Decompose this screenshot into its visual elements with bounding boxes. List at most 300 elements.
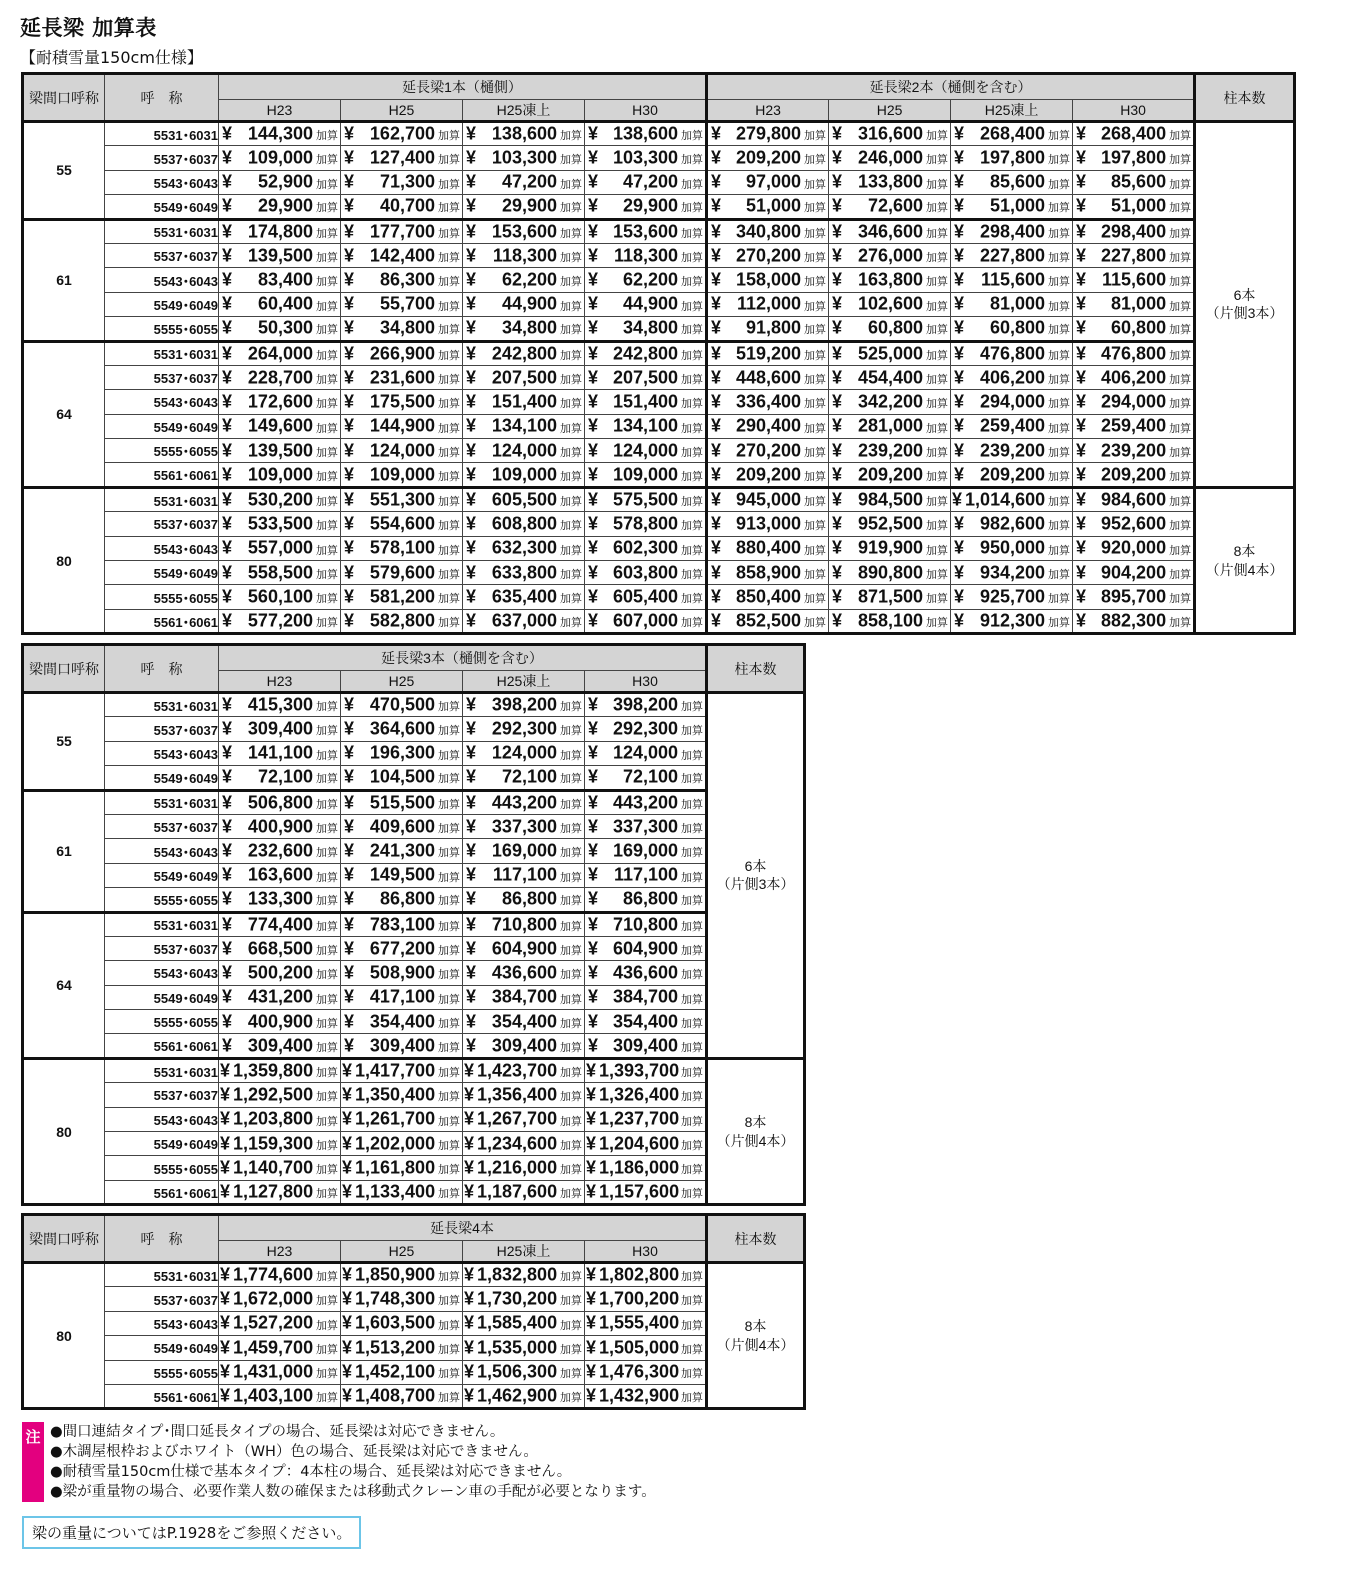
- add-label: 加算: [1048, 568, 1071, 581]
- add-label: 加算: [560, 130, 582, 143]
- price-amount: 109,000: [247, 147, 313, 168]
- code-cell: 5537･6037: [105, 1287, 219, 1311]
- add-label: 加算: [1048, 300, 1071, 313]
- price-amount: 1,417,700: [355, 1060, 436, 1081]
- add-label: 加算: [1169, 446, 1192, 459]
- add-label: 加算: [560, 593, 582, 606]
- add-label: 加算: [560, 276, 582, 289]
- posts-main: 6本: [744, 858, 767, 875]
- add-label: 加算: [560, 871, 582, 884]
- price-cell: [951, 463, 1073, 487]
- yen-sign: ¥: [222, 415, 233, 436]
- price-cell: [219, 839, 341, 863]
- price-cell: [829, 317, 951, 341]
- price-amount: 266,900: [369, 343, 435, 364]
- price-cell: [1073, 243, 1195, 267]
- add-label: 加算: [804, 324, 827, 337]
- add-label: 加算: [681, 1091, 704, 1104]
- add-label: 加算: [560, 920, 582, 933]
- add-label: 加算: [316, 969, 338, 982]
- note-line: ●木調屋根枠およびホワイト（WH）色の場合、延長梁は対応できません。: [50, 1444, 538, 1460]
- add-label: 加算: [681, 202, 704, 215]
- table-row: [23, 317, 1295, 341]
- price-cell: [707, 487, 829, 511]
- yen-sign: ¥: [1076, 147, 1087, 168]
- price-amount: 81,000: [989, 293, 1046, 314]
- yen-sign: ¥: [588, 840, 599, 861]
- add-label: 加算: [316, 470, 338, 483]
- price-cell: [951, 561, 1073, 585]
- price-cell: [829, 439, 951, 463]
- price-cell: [1073, 512, 1195, 536]
- table-row: [23, 1384, 805, 1408]
- price-amount: 149,600: [247, 415, 313, 436]
- price-cell: [585, 888, 707, 912]
- price-amount: 142,400: [369, 245, 435, 266]
- add-label: 加算: [1169, 422, 1192, 435]
- yen-sign: ¥: [344, 914, 355, 935]
- add-label: 加算: [316, 324, 338, 337]
- price-cell: [585, 243, 707, 267]
- yen-sign: ¥: [954, 367, 965, 388]
- add-label: 加算: [804, 593, 827, 606]
- add-label: 加算: [926, 446, 949, 459]
- price-cell: [341, 146, 463, 170]
- col-header-posts: 柱本数: [707, 645, 805, 693]
- price-cell: [463, 146, 585, 170]
- add-label: 加算: [681, 1164, 704, 1177]
- add-label: 加算: [681, 701, 704, 714]
- price-cell: [341, 1058, 463, 1082]
- add-label: 加算: [681, 920, 704, 933]
- price-amount: 1,432,900: [599, 1385, 680, 1406]
- subheader: H30: [585, 1241, 707, 1263]
- price-cell: [219, 1384, 341, 1408]
- price-amount: 1,202,000: [355, 1133, 436, 1154]
- add-label: 加算: [438, 446, 460, 459]
- table-row: [23, 439, 1295, 463]
- yen-sign: ¥: [1076, 464, 1087, 485]
- price-cell: [341, 243, 463, 267]
- price-amount: 1,452,100: [355, 1361, 436, 1382]
- table-row: [23, 414, 1295, 438]
- price-cell: [585, 863, 707, 887]
- add-label: 加算: [1048, 251, 1071, 264]
- price-amount: 871,500: [857, 586, 924, 607]
- price-amount: 138,600: [612, 123, 679, 144]
- add-label: 加算: [926, 154, 949, 167]
- yen-sign: ¥: [466, 1011, 477, 1032]
- add-label: 加算: [438, 617, 460, 630]
- price-cell: [219, 414, 341, 438]
- yen-sign: ¥: [222, 343, 233, 364]
- price-amount: 127,400: [369, 147, 435, 168]
- add-label: 加算: [438, 1295, 460, 1308]
- price-cell: [463, 936, 585, 960]
- table-row: [23, 1263, 805, 1287]
- price-cell: [951, 341, 1073, 365]
- price-amount: 919,900: [857, 537, 924, 558]
- price-cell: [585, 1010, 707, 1034]
- price-amount: 604,900: [612, 938, 679, 959]
- add-label: 加算: [560, 1139, 582, 1152]
- price-cell: [707, 170, 829, 194]
- price-amount: 109,000: [491, 464, 557, 485]
- price-amount: 141,100: [247, 742, 313, 763]
- price-amount: 51,000: [745, 195, 802, 216]
- price-amount: 169,000: [491, 840, 557, 861]
- add-label: 加算: [438, 773, 460, 786]
- price-amount: 83,400: [257, 269, 313, 290]
- add-label: 加算: [560, 227, 582, 240]
- price-cell: [341, 317, 463, 341]
- price-amount: 710,800: [612, 914, 679, 935]
- price-amount: 1,505,000: [599, 1337, 680, 1358]
- yen-sign: ¥: [588, 195, 599, 216]
- yen-sign: ¥: [586, 1108, 597, 1129]
- price-amount: 1,748,300: [355, 1288, 436, 1309]
- yen-sign: ¥: [832, 317, 843, 338]
- price-amount: 1,234,600: [477, 1133, 558, 1154]
- add-label: 加算: [681, 422, 704, 435]
- yen-sign: ¥: [586, 1385, 597, 1406]
- price-amount: 607,000: [612, 610, 679, 631]
- price-amount: 86,800: [501, 888, 557, 909]
- yen-sign: ¥: [342, 1361, 353, 1382]
- yen-sign: ¥: [588, 586, 599, 607]
- table-row: [23, 536, 1295, 560]
- table-row: [23, 717, 805, 741]
- yen-sign: ¥: [832, 513, 843, 534]
- price-amount: 336,400: [735, 391, 802, 412]
- yen-sign: ¥: [954, 195, 965, 216]
- price-cell: [341, 487, 463, 511]
- yen-sign: ¥: [222, 718, 233, 739]
- price-cell: [219, 268, 341, 292]
- yen-sign: ¥: [222, 938, 233, 959]
- yen-sign: ¥: [832, 537, 843, 558]
- add-label: 加算: [681, 520, 704, 533]
- code-cell: 5549･6049: [105, 985, 219, 1009]
- yen-sign: ¥: [466, 742, 477, 763]
- add-label: 加算: [804, 349, 827, 362]
- add-label: 加算: [804, 496, 827, 509]
- price-table-2: [21, 643, 806, 1206]
- price-amount: 231,600: [369, 367, 435, 388]
- add-label: 加算: [438, 373, 460, 386]
- price-amount: 415,300: [247, 694, 313, 715]
- add-label: 加算: [316, 1041, 338, 1054]
- price-cell: [463, 390, 585, 414]
- add-label: 加算: [681, 1368, 704, 1381]
- price-amount: 124,000: [369, 440, 435, 461]
- yen-sign: ¥: [464, 1385, 475, 1406]
- price-amount: 1,513,200: [355, 1337, 436, 1358]
- add-label: 加算: [1169, 178, 1192, 191]
- price-cell: [463, 243, 585, 267]
- price-cell: [1073, 439, 1195, 463]
- price-cell: [585, 1058, 707, 1082]
- yen-sign: ¥: [1076, 221, 1087, 242]
- price-amount: 364,600: [369, 718, 435, 739]
- yen-sign: ¥: [344, 864, 355, 885]
- table-row: [23, 912, 805, 936]
- add-label: 加算: [681, 130, 704, 143]
- price-amount: 124,000: [491, 440, 557, 461]
- price-cell: [219, 1010, 341, 1034]
- add-label: 加算: [681, 871, 704, 884]
- add-label: 加算: [438, 1188, 460, 1201]
- price-cell: [463, 1132, 585, 1156]
- yen-sign: ¥: [588, 1035, 599, 1056]
- table-row: [23, 741, 805, 765]
- code-cell: 5543･6043: [105, 390, 219, 414]
- price-amount: 294,000: [1101, 391, 1167, 412]
- add-label: 加算: [1169, 300, 1192, 313]
- yen-sign: ¥: [588, 391, 599, 412]
- add-label: 加算: [316, 568, 338, 581]
- add-label: 加算: [438, 969, 460, 982]
- price-amount: 533,500: [247, 513, 313, 534]
- add-label: 加算: [681, 496, 704, 509]
- price-cell: [707, 463, 829, 487]
- add-label: 加算: [316, 544, 338, 557]
- price-amount: 151,400: [612, 391, 679, 412]
- price-amount: 554,600: [369, 513, 435, 534]
- add-label: 加算: [804, 446, 827, 459]
- price-amount: 196,300: [369, 742, 435, 763]
- yen-sign: ¥: [954, 537, 965, 558]
- price-cell: [585, 1107, 707, 1131]
- table-row: [23, 961, 805, 985]
- yen-sign: ¥: [344, 464, 355, 485]
- price-cell: [463, 122, 585, 146]
- yen-sign: ¥: [832, 195, 843, 216]
- add-label: 加算: [316, 398, 338, 411]
- add-label: 加算: [681, 822, 704, 835]
- price-amount: 984,500: [857, 489, 924, 510]
- yen-sign: ¥: [1076, 415, 1087, 436]
- price-cell: [951, 122, 1073, 146]
- add-label: 加算: [1169, 470, 1192, 483]
- add-label: 加算: [1169, 154, 1192, 167]
- price-amount: 952,500: [857, 513, 924, 534]
- yen-sign: ¥: [711, 171, 722, 192]
- price-cell: [463, 1010, 585, 1034]
- add-label: 加算: [438, 251, 460, 264]
- price-amount: 86,800: [379, 888, 435, 909]
- table-row: [23, 487, 1295, 511]
- add-label: 加算: [1048, 178, 1071, 191]
- price-cell: [1073, 219, 1195, 243]
- add-label: 加算: [926, 373, 949, 386]
- add-label: 加算: [1169, 520, 1192, 533]
- yen-sign: ¥: [466, 391, 477, 412]
- add-label: 加算: [1169, 130, 1192, 143]
- price-amount: 118,300: [492, 245, 557, 266]
- price-cell: [463, 219, 585, 243]
- price-cell: [707, 292, 829, 316]
- yen-sign: ¥: [711, 147, 722, 168]
- add-label: 加算: [438, 470, 460, 483]
- price-cell: [341, 839, 463, 863]
- table-row: [23, 1034, 805, 1058]
- price-cell: [707, 561, 829, 585]
- price-cell: [219, 936, 341, 960]
- table-row: [23, 268, 1295, 292]
- add-label: 加算: [316, 725, 338, 738]
- price-amount: 398,200: [491, 694, 557, 715]
- price-cell: [219, 1336, 341, 1360]
- add-label: 加算: [804, 568, 827, 581]
- table-row: [23, 693, 805, 717]
- price-cell: [219, 146, 341, 170]
- code-cell: 5555･6055: [105, 585, 219, 609]
- add-label: 加算: [560, 1344, 582, 1357]
- yen-sign: ¥: [466, 792, 477, 813]
- price-amount: 72,100: [257, 766, 313, 787]
- yen-sign: ¥: [344, 440, 355, 461]
- yen-sign: ¥: [344, 489, 355, 510]
- price-amount: 982,600: [979, 513, 1046, 534]
- price-cell: [219, 790, 341, 814]
- code-cell: 5531･6031: [105, 693, 219, 717]
- price-cell: [341, 863, 463, 887]
- price-amount: 934,200: [979, 562, 1046, 583]
- table-row: [23, 888, 805, 912]
- price-amount: 476,800: [979, 343, 1046, 364]
- yen-sign: ¥: [954, 562, 965, 583]
- add-label: 加算: [1169, 593, 1192, 606]
- yen-sign: ¥: [954, 269, 965, 290]
- price-amount: 1,204,600: [599, 1133, 680, 1154]
- price-cell: [341, 814, 463, 838]
- price-amount: 259,400: [979, 415, 1046, 436]
- price-amount: 605,500: [491, 489, 557, 510]
- price-amount: 81,000: [1111, 293, 1167, 314]
- posts-cell: [707, 693, 805, 1059]
- posts-main: 6本: [1233, 287, 1256, 304]
- price-cell: [585, 1311, 707, 1335]
- price-amount: 1,408,700: [355, 1385, 436, 1406]
- yen-sign: ¥: [466, 694, 477, 715]
- price-amount: 925,700: [979, 586, 1046, 607]
- yen-sign: ¥: [344, 391, 355, 412]
- yen-sign: ¥: [466, 840, 477, 861]
- price-amount: 577,200: [247, 610, 313, 631]
- add-label: 加算: [1169, 568, 1192, 581]
- add-label: 加算: [438, 300, 460, 313]
- col-header-name: 呼 称: [105, 645, 219, 693]
- span-cell: 55: [23, 693, 105, 791]
- table-row: [23, 365, 1295, 389]
- price-cell: [1073, 463, 1195, 487]
- table-row: [23, 341, 1295, 365]
- price-cell: [341, 1010, 463, 1034]
- price-cell: [585, 439, 707, 463]
- price-cell: [463, 609, 585, 633]
- add-label: 加算: [438, 895, 460, 908]
- add-label: 加算: [560, 1041, 582, 1054]
- add-label: 加算: [316, 276, 338, 289]
- price-amount: 560,100: [247, 586, 313, 607]
- add-label: 加算: [316, 798, 338, 811]
- add-label: 加算: [560, 1091, 582, 1104]
- add-label: 加算: [681, 568, 704, 581]
- add-label: 加算: [438, 798, 460, 811]
- yen-sign: ¥: [222, 840, 233, 861]
- add-label: 加算: [681, 470, 704, 483]
- add-label: 加算: [926, 251, 949, 264]
- price-cell: [463, 1336, 585, 1360]
- price-amount: 172,600: [247, 391, 313, 412]
- price-cell: [585, 1336, 707, 1360]
- subheader: H25: [341, 1241, 463, 1263]
- price-cell: [463, 292, 585, 316]
- price-cell: [219, 561, 341, 585]
- yen-sign: ¥: [464, 1084, 475, 1105]
- yen-sign: ¥: [1076, 610, 1087, 631]
- price-amount: 72,100: [622, 766, 679, 787]
- add-label: 加算: [926, 496, 949, 509]
- add-label: 加算: [926, 130, 949, 143]
- price-cell: [829, 243, 951, 267]
- posts-main: 8本: [744, 1318, 767, 1335]
- table-row: [23, 561, 1295, 585]
- price-cell: [463, 268, 585, 292]
- span-cell: 64: [23, 912, 105, 1058]
- price-amount: 117,100: [492, 864, 557, 885]
- price-cell: [585, 512, 707, 536]
- code-cell: 5561･6061: [105, 1384, 219, 1408]
- price-cell: [219, 365, 341, 389]
- add-label: 加算: [926, 520, 949, 533]
- price-cell: [463, 585, 585, 609]
- price-cell: [585, 693, 707, 717]
- price-cell: [829, 585, 951, 609]
- posts-main: 8本: [1233, 543, 1256, 560]
- code-cell: 5531･6031: [105, 1263, 219, 1287]
- add-label: 加算: [681, 1067, 704, 1080]
- add-label: 加算: [1169, 544, 1192, 557]
- add-label: 加算: [926, 178, 949, 191]
- table-row: [23, 195, 1295, 219]
- yen-sign: ¥: [344, 1011, 355, 1032]
- price-cell: [829, 487, 951, 511]
- price-amount: 1,730,200: [477, 1288, 558, 1309]
- yen-sign: ¥: [1076, 269, 1087, 290]
- yen-sign: ¥: [588, 742, 599, 763]
- price-cell: [707, 585, 829, 609]
- yen-sign: ¥: [588, 718, 599, 739]
- price-amount: 62,200: [622, 269, 679, 290]
- yen-sign: ¥: [832, 123, 843, 144]
- price-amount: 309,400: [612, 1035, 679, 1056]
- price-cell: [463, 1287, 585, 1311]
- add-label: 加算: [560, 520, 582, 533]
- price-cell: [463, 1360, 585, 1384]
- yen-sign: ¥: [954, 391, 965, 412]
- add-label: 加算: [1169, 251, 1192, 264]
- yen-sign: ¥: [711, 610, 722, 631]
- yen-sign: ¥: [466, 343, 477, 364]
- yen-sign: ¥: [832, 269, 843, 290]
- yen-sign: ¥: [464, 1312, 475, 1333]
- price-amount: 29,900: [622, 195, 679, 216]
- price-cell: [341, 1311, 463, 1335]
- add-label: 加算: [681, 749, 704, 762]
- price-cell: [1073, 609, 1195, 633]
